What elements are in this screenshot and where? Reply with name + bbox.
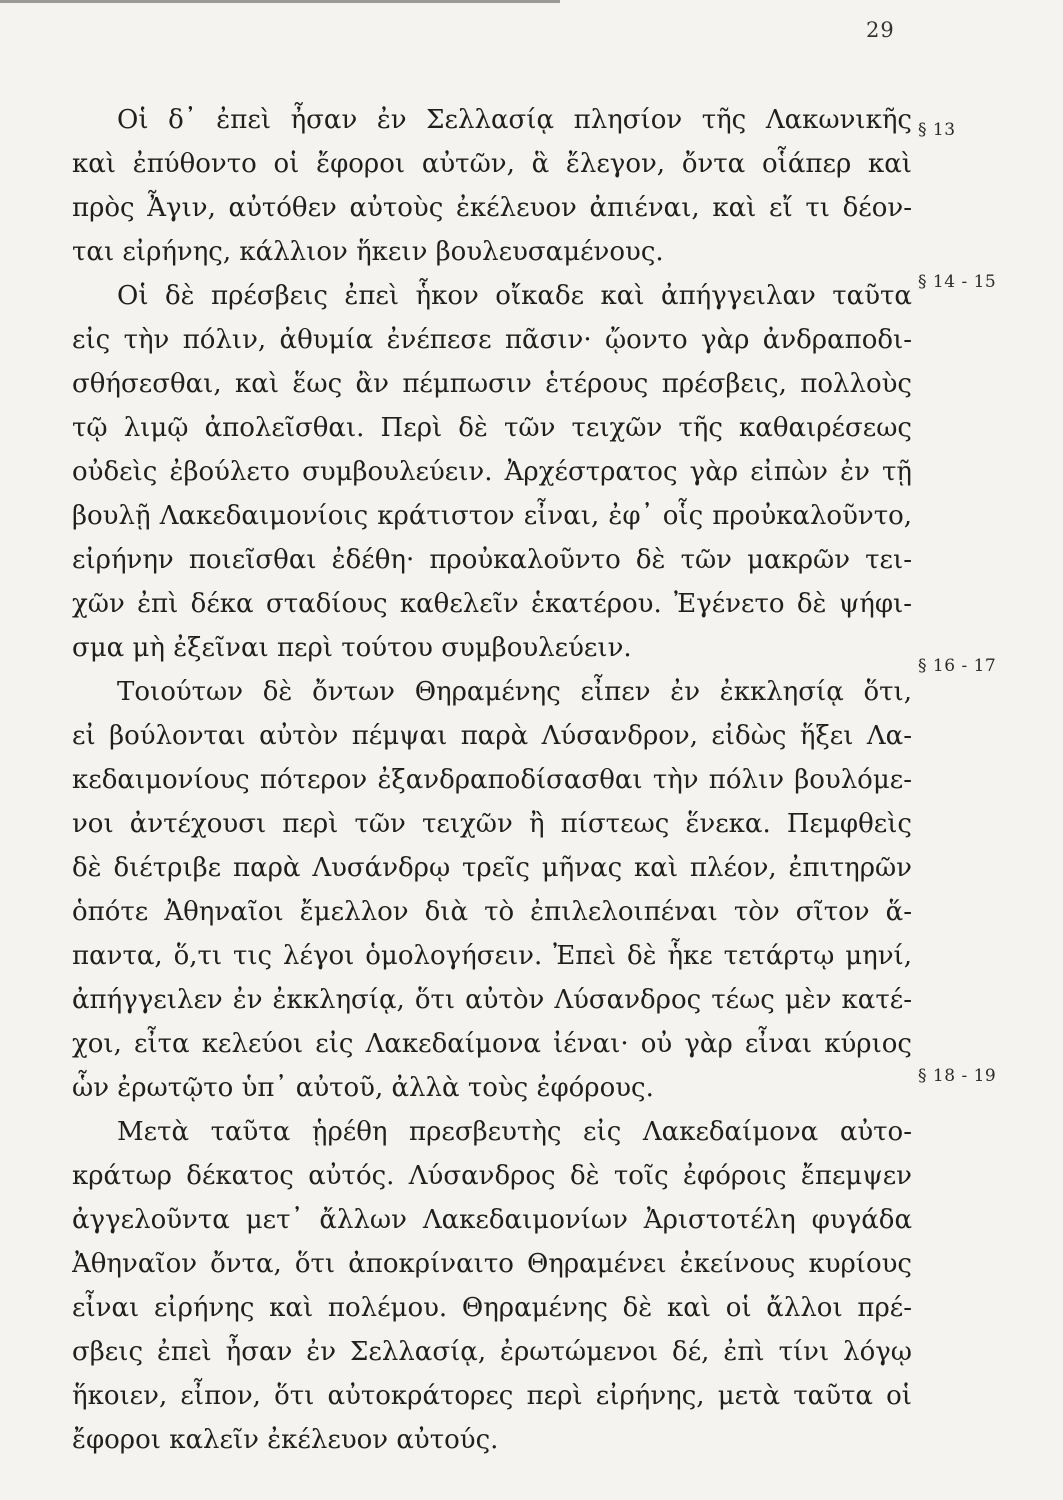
- text-line: βουλῇ Λακεδαιμονίοις κράτιστον εἶναι, ἐφ᾿ οἷς προὐκαλοῦντο,: [72, 501, 912, 531]
- text-line: καὶ ἐπύθοντο οἱ ἔφοροι αὐτῶν, ἃ ἔλεγον, ὄντα οἷάπερ καὶ: [72, 149, 912, 179]
- main-text: [72, 98, 912, 1462]
- section-reference: § 13: [918, 120, 956, 140]
- text-line: ὁπότε Ἀθηναῖοι ἔμελλον διὰ τὸ ἐπιλελοιπέναι τὸν σῖτον ἅ-: [72, 897, 912, 927]
- text-line: οὐδεὶς ἐβούλετο συμβουλεύειν. Ἀρχέστρατος γὰρ εἰπὼν ἐν τῇ: [72, 457, 912, 487]
- text-line: νοι ἀντέχουσι περὶ τῶν τειχῶν ἢ πίστεως ἕνεκα. Πεμφθεὶς: [72, 809, 912, 839]
- text-line: χοι, εἶτα κελεύοι εἰς Λακεδαίμονα ἰέναι· οὐ γὰρ εἶναι κύριος: [72, 1029, 912, 1059]
- text-line: τῷ λιμῷ ἀπολεῖσθαι. Περὶ δὲ τῶν τειχῶν τῆς καθαιρέσεως: [72, 413, 912, 443]
- section-reference: § 18 - 19: [918, 1066, 997, 1086]
- text-line: ὧν ἐρωτῷτο ὑπ᾿ αὐτοῦ, ἀλλὰ τοὺς ἐφόρους.: [72, 1073, 654, 1103]
- text-line: Οἱ δὲ πρέσβεις ἐπεὶ ἧκον οἴκαδε καὶ ἀπήγγειλαν ταῦτα: [117, 281, 912, 311]
- top-rule: [0, 0, 560, 3]
- text-line: Μετὰ ταῦτα ᾑρέθη πρεσβευτὴς εἰς Λακεδαίμονα αὐτο-: [117, 1117, 912, 1147]
- text-line: ἔφοροι καλεῖν ἐκέλευον αὐτούς.: [72, 1425, 499, 1455]
- text-line: ἀπήγγειλεν ἐν ἐκκλησίᾳ, ὅτι αὐτὸν Λύσανδρος τέως μὲν κατέ-: [72, 985, 912, 1015]
- text-line: δὲ διέτριβε παρὰ Λυσάνδρῳ τρεῖς μῆνας καὶ πλέον, ἐπιτηρῶν: [72, 853, 912, 883]
- page-number: 29: [866, 18, 895, 42]
- text-line: σβεις ἐπεὶ ἦσαν ἐν Σελλασίᾳ, ἐρωτώμενοι δέ, ἐπὶ τίνι λόγῳ: [72, 1337, 912, 1367]
- section-reference: § 16 - 17: [918, 656, 997, 676]
- section-reference: § 14 - 15: [918, 272, 997, 292]
- text-line: εἰ βούλονται αὐτὸν πέμψαι παρὰ Λύσανδρον, εἰδὼς ἥξει Λα-: [72, 721, 912, 751]
- text-line: χῶν ἐπὶ δέκα σταδίους καθελεῖν ἑκατέρου. Ἐγένετο δὲ ψήφι-: [72, 589, 912, 619]
- text-line: κράτωρ δέκατος αὐτός. Λύσανδρος δὲ τοῖς ἐφόροις ἔπεμψεν: [72, 1161, 912, 1191]
- text-line: ἥκοιεν, εἶπον, ὅτι αὐτοκράτορες περὶ εἰρήνης, μετὰ ταῦτα οἱ: [72, 1381, 912, 1411]
- text-line: κεδαιμονίους πότερον ἐξανδραποδίσασθαι τὴν πόλιν βουλόμε-: [72, 765, 912, 795]
- text-line: Οἱ δ᾿ ἐπεὶ ἦσαν ἐν Σελλασίᾳ πλησίον τῆς Λακωνικῆς: [117, 105, 912, 135]
- text-line: Ἀθηναῖον ὄντα, ὅτι ἀποκρίναιτο Θηραμένει ἐκείνους κυρίους: [72, 1249, 912, 1279]
- text-line: ἀγγελοῦντα μετ᾿ ἄλλων Λακεδαιμονίων Ἀριστοτέλη φυγάδα: [72, 1205, 912, 1235]
- text-line: εἰς τὴν πόλιν, ἀθυμία ἐνέπεσε πᾶσιν· ᾤοντο γὰρ ἀνδραποδι-: [72, 325, 912, 355]
- text-line: παντα, ὅ,τι τις λέγοι ὁμολογήσειν. Ἐπεὶ δὲ ἧκε τετάρτῳ μηνί,: [72, 941, 912, 971]
- text-line: ται εἰρήνης, κάλλιον ἥκειν βουλευσαμένους.: [72, 237, 664, 267]
- text-line: σμα μὴ ἐξεῖναι περὶ τούτου συμβουλεύειν.: [72, 633, 632, 663]
- text-line: εἶναι εἰρήνης καὶ πολέμου. Θηραμένης δὲ καὶ οἱ ἄλλοι πρέ-: [72, 1293, 912, 1323]
- text-line: πρὸς Ἆγιν, αὐτόθεν αὐτοὺς ἐκέλευον ἀπιέναι, καὶ εἴ τι δέον-: [72, 193, 912, 223]
- text-line: σθήσεσθαι, καὶ ἕως ἂν πέμπωσιν ἑτέρους πρέσβεις, πολλοὺς: [72, 369, 912, 399]
- text-line: Τοιούτων δὲ ὄντων Θηραμένης εἶπεν ἐν ἐκκλησίᾳ ὅτι,: [117, 677, 912, 707]
- text-line: εἰρήνην ποιεῖσθαι ἐδέθη· προὐκαλοῦντο δὲ τῶν μακρῶν τει-: [72, 545, 912, 575]
